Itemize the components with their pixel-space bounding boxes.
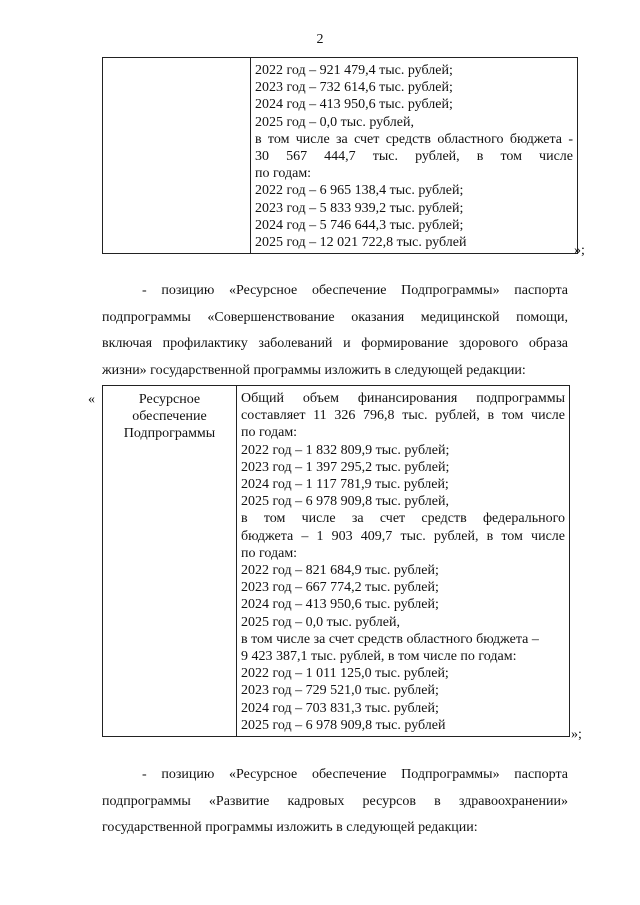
- table2-label-line: Подпрограммы: [123, 426, 216, 442]
- table1-value-cell: [251, 58, 578, 254]
- table1-closing-quote: »;: [574, 243, 585, 258]
- table2-line: по годам:: [241, 545, 298, 561]
- table2-line: 2023 год – 729 521,0 тыс. рублей;: [241, 683, 439, 699]
- paragraph-line: - позицию «Ресурсное обеспечение Подпрограммы» паспорта: [142, 767, 568, 782]
- table2-opening-quote: «: [88, 392, 95, 407]
- table2-line: 2025 год – 6 978 909,8 тыс. рублей: [241, 717, 446, 733]
- table1-line: 2025 год – 0,0 тыс. рублей,: [255, 114, 414, 130]
- table2-line: 2022 год – 1 011 125,0 тыс. рублей;: [241, 666, 449, 682]
- table2-line: 2022 год – 821 684,9 тыс. рублей;: [241, 563, 439, 579]
- table2-line: Общий объем финансирования подпрограммы: [241, 391, 565, 406]
- table2-line: 2023 год – 1 397 295,2 тыс. рублей;: [241, 459, 450, 475]
- paragraph-line: - позицию «Ресурсное обеспечение Подпрограммы» паспорта: [142, 283, 568, 298]
- paragraph-2: [102, 762, 568, 842]
- paragraph-line: государственной программы изложить в следующей редакции:: [102, 820, 478, 835]
- table2-line: составляет 11 326 796,8 тыс. рублей, в том числе: [241, 408, 565, 424]
- table2-value-cell: [237, 386, 570, 737]
- table1-line: 2024 год – 413 950,6 тыс. рублей;: [255, 97, 453, 113]
- table2-line: 2024 год – 413 950,6 тыс. рублей;: [241, 597, 439, 613]
- table1-line: 2023 год – 5 833 939,2 тыс. рублей;: [255, 200, 464, 216]
- table2-line: 2023 год – 667 774,2 тыс. рублей;: [241, 580, 439, 596]
- table2-line: в том числе за счет средств областного бюджета –: [241, 631, 539, 647]
- paragraph-line: включая профилактику заболеваний и формирование здорового образа: [102, 336, 568, 351]
- table2-line: в том числе за счет средств федерального: [241, 511, 565, 527]
- table2-closing-quote: »;: [571, 727, 582, 742]
- table2-label-line: обеспечение: [132, 409, 207, 425]
- table2-line: 2022 год – 1 832 809,9 тыс. рублей;: [241, 442, 450, 458]
- table2-line: 2024 год – 1 117 781,9 тыс. рублей;: [241, 477, 449, 493]
- table2-line: по годам:: [241, 425, 298, 441]
- table2-line: 2025 год – 6 978 909,8 тыс. рублей,: [241, 494, 449, 510]
- table1-line: 30 567 444,7 тыс. рублей, в том числе: [255, 149, 573, 165]
- table2-label-line: Ресурсное: [138, 392, 201, 407]
- table2-line: 9 423 387,1 тыс. рублей, в том числе по годам:: [241, 649, 517, 665]
- table2-line: 2024 год – 703 831,3 тыс. рублей;: [241, 700, 439, 716]
- paragraph-line: подпрограммы «Совершенствование оказания медицинской помощи,: [102, 309, 568, 325]
- table1-line: 2024 год – 5 746 644,3 тыс. рублей;: [255, 217, 464, 233]
- paragraph-line: жизни» государственной программы изложить в следующей редакции:: [102, 362, 526, 378]
- resource-table: [102, 385, 570, 737]
- table1-line: в том числе за счет средств областного бюджета -: [255, 131, 573, 147]
- table1-line: 2025 год – 12 021 722,8 тыс. рублей: [255, 235, 467, 251]
- page-number: 2: [316, 32, 324, 47]
- table1-line: по годам:: [255, 166, 312, 182]
- resource-table-continued: [102, 57, 578, 254]
- table2-line: бюджета – 1 903 409,7 тыс. рублей, в том числе: [241, 528, 565, 544]
- table1-line: 2022 год – 921 479,4 тыс. рублей;: [255, 63, 453, 78]
- table2-label-cell: [103, 386, 237, 737]
- table1-line: 2023 год – 732 614,6 тыс. рублей;: [255, 80, 453, 96]
- table2-line: 2025 год – 0,0 тыс. рублей,: [241, 614, 400, 630]
- table1-line: 2022 год – 6 965 138,4 тыс. рублей;: [255, 183, 464, 199]
- paragraph-line: подпрограммы «Развитие кадровых ресурсов в здравоохранении»: [102, 793, 568, 809]
- table1-label-cell: [103, 58, 251, 254]
- paragraph-1: [102, 278, 568, 384]
